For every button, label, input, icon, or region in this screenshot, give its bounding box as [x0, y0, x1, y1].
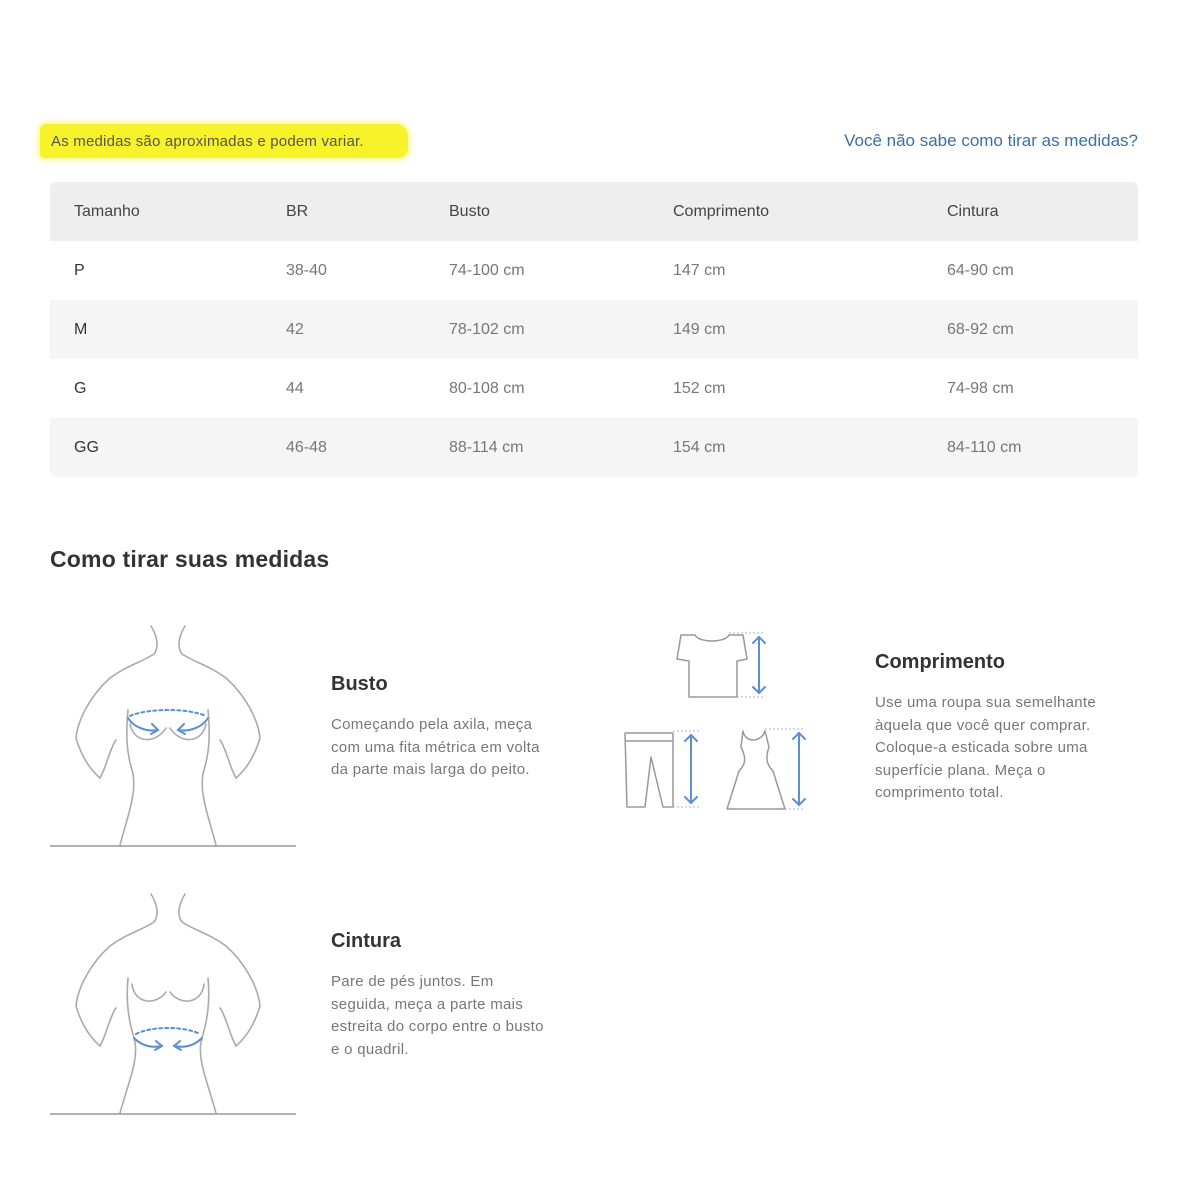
cell-length: 149 cm: [673, 300, 947, 359]
bust-heading: Busto: [331, 673, 388, 695]
table-header-row: [50, 182, 1138, 241]
cell-bust: 78-102 cm: [449, 300, 673, 359]
length-line: àquela que você quer comprar.: [875, 716, 1091, 734]
waist-line: seguida, meça a parte mais: [331, 995, 524, 1013]
how-to-measure-title: Como tirar suas medidas: [50, 546, 330, 572]
size-chart-table: [50, 182, 1138, 477]
cell-bust: 74-100 cm: [449, 261, 525, 279]
cell-length: 147 cm: [673, 261, 726, 279]
approximate-measures-notice: As medidas são aproximadas e podem variar.: [51, 133, 364, 150]
cell-length: 152 cm: [673, 379, 726, 397]
header-busto: Busto: [449, 182, 673, 241]
bust-line: Começando pela axila, meça: [331, 716, 533, 733]
header-comprimento: Comprimento: [673, 182, 947, 241]
bust-line: da parte mais larga do peito.: [331, 761, 530, 778]
garment-length-illustration: [615, 625, 815, 820]
dress-icon: [727, 731, 785, 809]
header-br: BR: [286, 182, 449, 241]
cell-waist: 64-90 cm: [947, 261, 1014, 279]
how-to-measure-link[interactable]: Você não sabe como tirar as medidas?: [844, 131, 1138, 150]
bust-line: com uma fita métrica em volta: [331, 738, 540, 756]
waist-measure-illustration: [48, 888, 298, 1118]
cell-size: P: [74, 261, 85, 279]
cell-br: 42: [286, 300, 449, 359]
waist-instructions: [331, 971, 576, 1061]
cell-waist: 68-92 cm: [947, 300, 1138, 359]
length-heading: Comprimento: [875, 651, 1005, 673]
length-line: Use uma roupa sua semelhante: [875, 694, 1097, 711]
length-instructions: [875, 692, 1130, 805]
waist-heading: Cintura: [331, 930, 401, 952]
cell-br: 46-48: [286, 418, 449, 477]
length-line: superfície plana. Meça o: [875, 761, 1046, 779]
tshirt-icon: [677, 635, 747, 697]
cell-size: M: [50, 300, 286, 359]
cell-length: 154 cm: [673, 418, 947, 477]
length-line: comprimento total.: [875, 784, 1004, 801]
cell-bust: 88-114 cm: [449, 418, 673, 477]
cell-bust: 80-108 cm: [449, 379, 525, 397]
cell-br: 38-40: [286, 261, 327, 279]
cell-size: GG: [50, 418, 286, 477]
cell-size: G: [74, 379, 87, 397]
bust-instructions: [331, 714, 576, 782]
pants-icon: [625, 733, 673, 807]
bust-measure-illustration: [48, 620, 298, 850]
waist-line: e o quadril.: [331, 1040, 409, 1058]
table-row: [50, 418, 1138, 477]
header-cintura: Cintura: [947, 182, 1138, 241]
table-row: [50, 359, 1138, 418]
cell-waist: 84-110 cm: [947, 418, 1138, 477]
cell-br: 44: [286, 379, 304, 397]
table-row: [50, 241, 1138, 300]
waist-line: Pare de pés juntos. Em: [331, 973, 494, 990]
waist-line: estreita do corpo entre o busto: [331, 1018, 544, 1035]
header-tamanho: Tamanho: [50, 182, 286, 241]
table-row: [50, 300, 1138, 359]
cell-waist: 74-98 cm: [947, 379, 1014, 397]
length-line: Coloque-a esticada sobre uma: [875, 739, 1088, 756]
